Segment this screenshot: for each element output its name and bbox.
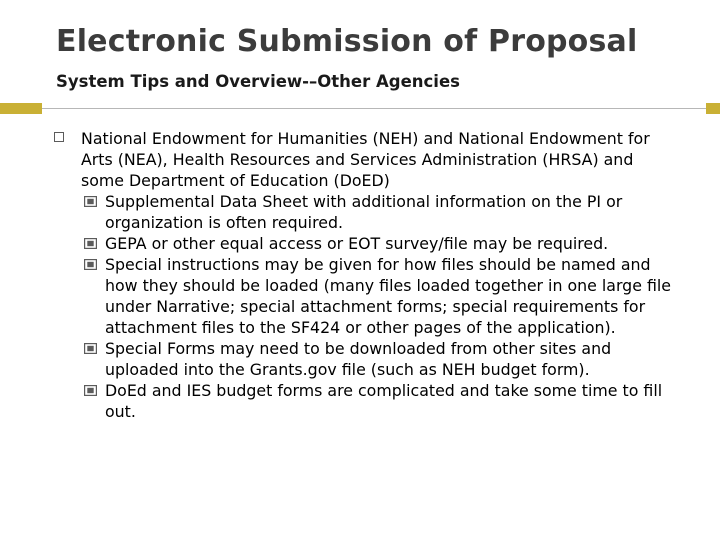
sub-bullet-item	[105, 380, 685, 422]
slide-subtitle: System Tips and Overview-–Other Agencies	[56, 72, 460, 91]
square-dot-bullet-icon	[84, 259, 97, 270]
sub-bullet-text: Supplemental Data Sheet with additional information on the PI or organization is often required.	[105, 192, 623, 232]
square-dot-bullet-icon	[84, 238, 97, 249]
sub-bullet-item	[105, 191, 685, 233]
sub-bullet-text: GEPA or other equal access or EOT survey/file may be required.	[105, 234, 609, 253]
accent-bar-left	[0, 103, 42, 114]
sub-bullet-list	[81, 191, 681, 422]
slide-content	[0, 128, 720, 422]
sub-bullet-text: Special Forms may need to be downloaded from other sites and uploaded into the Grants.gov file (such as NEH budget form).	[105, 339, 612, 379]
divider-rule	[42, 108, 706, 109]
square-dot-bullet-icon	[84, 196, 97, 207]
bullet-text: National Endowment for Humanities (NEH) and National Endowment for Arts (NEA), Health Resources and Services Administration (HRSA) and some Department of Education (DoED)	[81, 129, 650, 190]
sub-bullet-item	[105, 338, 685, 380]
accent-bar-right	[706, 103, 720, 114]
hollow-square-icon	[54, 132, 64, 142]
sub-bullet-text: DoEd and IES budget forms are complicated and take some time to fill out.	[105, 381, 663, 421]
square-dot-bullet-icon	[84, 385, 97, 396]
square-dot-bullet-icon	[84, 343, 97, 354]
sub-bullet-item	[105, 233, 685, 254]
sub-bullet-item	[105, 254, 685, 338]
bullet-item	[81, 128, 681, 422]
slide-title: Electronic Submission of Proposal	[56, 24, 638, 59]
sub-bullet-text: Special instructions may be given for how files should be named and how they should be loaded (many files loaded together in one large file under Narrative; special attachment forms; special requirements for attachment files to the SF424 or other pages of the application).	[105, 255, 672, 337]
